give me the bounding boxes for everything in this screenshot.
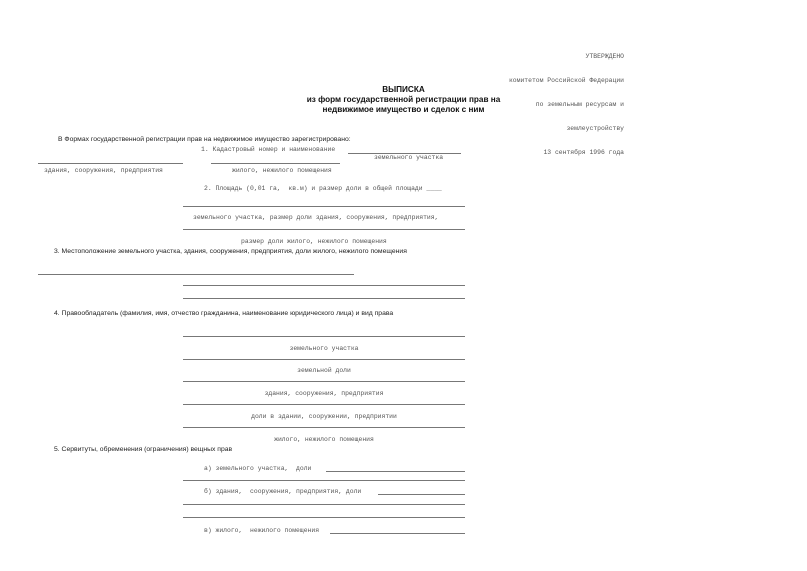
section-4-input-line-1 (183, 336, 465, 337)
section-3-input-line-2 (183, 285, 465, 286)
section-1-caption-buildings: здания, сооружения, предприятия (44, 167, 163, 174)
section-5-item-a-line (183, 480, 465, 481)
section-5-item-b-line-2 (183, 517, 465, 518)
section-4-caption-4: доли в здании, сооружении, предприятии (251, 413, 397, 420)
section-4-caption-2: земельной доли (297, 367, 351, 374)
section-4-input-line-4 (183, 404, 465, 405)
document-subtitle-1: из форм государственной регистрации прав на (306, 95, 501, 104)
document-title: ВЫПИСКА (382, 85, 425, 94)
section-1-premises-line (211, 163, 340, 164)
section-5-item-a-inline-line (326, 471, 465, 472)
section-1-caption-land: земельного участка (374, 154, 444, 161)
section-2-label: 2. Площадь (0,01 га, кв.м) и размер доли в общей площади ____ (204, 185, 442, 192)
section-4-input-line-5 (183, 427, 465, 428)
section-3-label: 3. Местоположение земельного участка, здания, сооружения, предприятия, доли жилого, нежилого помещения (54, 248, 407, 255)
approval-line-4: землеустройству (566, 125, 624, 132)
section-5-item-c: в) жилого, нежилого помещения (204, 527, 320, 534)
section-5-item-a: а) земельного участка, доли (204, 465, 312, 472)
section-2-input-line-2 (183, 229, 465, 230)
section-4-input-line-3 (183, 381, 465, 382)
approval-line-1: УТВЕРЖДЕНО (585, 53, 624, 60)
section-4-input-line-2 (183, 359, 465, 360)
section-5-item-c-inline-line (330, 533, 465, 534)
intro-text: В Формах государственной регистрации прав на недвижимое имущество зарегистрировано: (58, 136, 351, 143)
approval-line-2: комитетом Российской Федерации (508, 77, 624, 84)
section-1-caption-premises: жилого, нежилого помещения (232, 167, 332, 174)
approval-line-5: 13 сентября 1996 года (543, 149, 624, 156)
section-3-input-line-1 (38, 274, 354, 275)
section-5-item-b-line-1 (183, 504, 465, 505)
section-3-input-line-3 (183, 298, 465, 299)
section-2-input-line-1 (183, 206, 465, 207)
section-5-item-b-inline-line (378, 494, 465, 495)
section-4-caption-3: здания, сооружения, предприятия (264, 390, 384, 397)
section-2-caption-1: земельного участка, размер доли здания, сооружения, предприятия, (193, 214, 439, 221)
document-subtitle-2: недвижимое имущество и сделок с ним (322, 105, 485, 114)
section-4-caption-5: жилого, нежилого помещения (274, 436, 374, 443)
section-5-label: 5. Сервитуты, обременения (ограничения) вещных прав (54, 446, 233, 453)
approval-line-3: по земельным ресурсам и (535, 101, 624, 108)
section-1-buildings-line (38, 163, 183, 164)
section-4-caption-1: земельного участка (289, 345, 359, 352)
section-5-item-b: б) здания, сооружения, предприятия, доли (204, 488, 362, 495)
section-1-label: 1. Кадастровый номер и наименование (201, 146, 336, 153)
section-4-label: 4. Правообладатель (фамилия, имя, отчество гражданина, наименование юридического лица) и вид права (54, 310, 394, 317)
section-2-caption-2: размер доли жилого, нежилого помещения (241, 238, 387, 245)
